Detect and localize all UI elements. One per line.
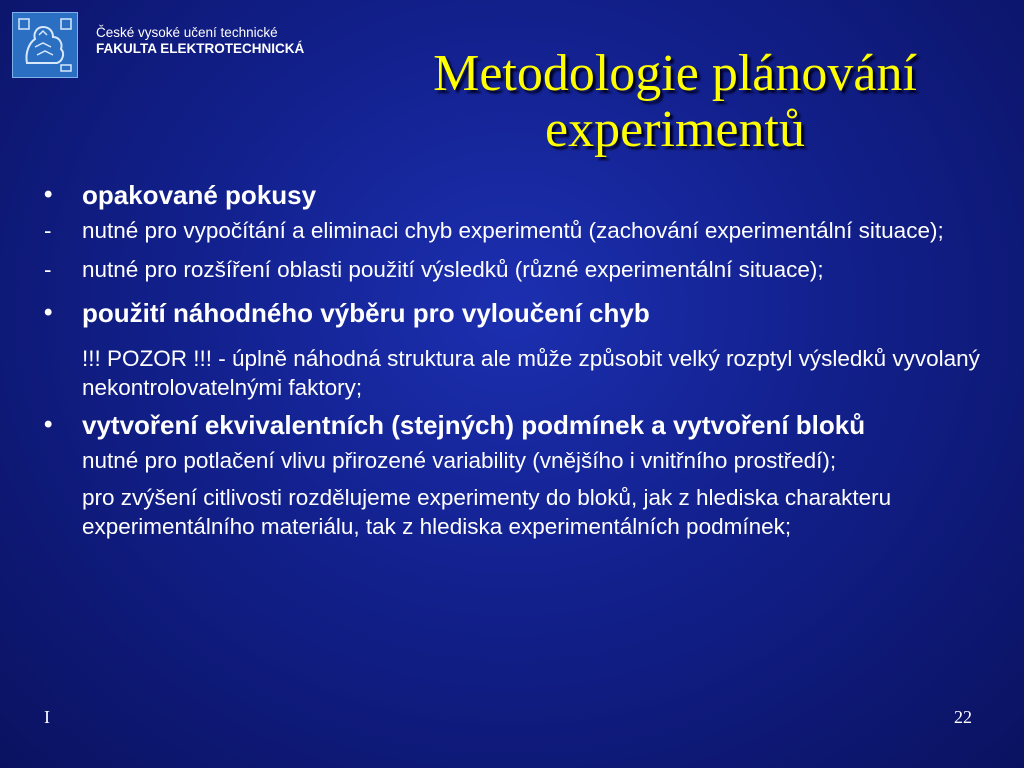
paragraph-text: nutné pro potlačení vlivu přirozené variability (vnějšího i vnitřního prostředí);: [82, 448, 837, 473]
dash-item: [44, 255, 984, 284]
institution-line2: FAKULTA ELEKTROTECHNICKÁ: [96, 41, 305, 56]
institution-line1: České vysoké učení technické: [96, 25, 278, 40]
bullet-text: vytvoření ekvivalentních (stejných) podmínek a vytvoření bloků: [82, 410, 866, 440]
paragraph: [44, 446, 984, 475]
dash-mark: -: [44, 257, 52, 282]
dash-text: nutné pro vypočítání a eliminaci chyb experimentů (zachování experimentální situace);: [82, 218, 944, 243]
dash-text: nutné pro rozšíření oblasti použití výsledků (různé experimentální situace);: [82, 257, 824, 282]
slide-title-line2: experimentů: [545, 101, 805, 158]
footer-left-text: I: [44, 707, 50, 727]
bullet-text: použití náhodného výběru pro vyloučení chyb: [82, 298, 650, 328]
dash-mark: -: [44, 218, 52, 243]
bullet-item: [44, 298, 984, 328]
paragraph: [44, 483, 984, 541]
paragraph-text: pro zvýšení citlivosti rozdělujeme experimenty do bloků, jak z hlediska charakteru experimentálního materiálu, tak z hlediska experimentálních podmínek;: [82, 485, 892, 539]
institution-name: [96, 25, 304, 57]
bullet-mark: •: [44, 299, 53, 326]
dash-item: [44, 216, 984, 245]
paragraph: [44, 344, 984, 402]
bullet-mark: •: [44, 181, 53, 208]
paragraph-text: !!! POZOR !!! - úplně náhodná struktura ale může způsobit velký rozptyl výsledků vyvolaný nekontrolovatelnými faktory;: [82, 346, 980, 400]
bullet-item: [44, 180, 984, 210]
slide-title-line1: Metodologie plánování: [433, 45, 917, 102]
slide-content: [44, 180, 984, 549]
bullet-text: opakované pokusy: [82, 180, 317, 210]
cvut-lion-logo-icon: [12, 12, 78, 78]
bullet-item: [44, 410, 984, 440]
page-number: 22: [954, 707, 972, 727]
slide-title: [330, 46, 1020, 158]
bullet-mark: •: [44, 411, 53, 438]
logo-graphic: [13, 13, 77, 77]
